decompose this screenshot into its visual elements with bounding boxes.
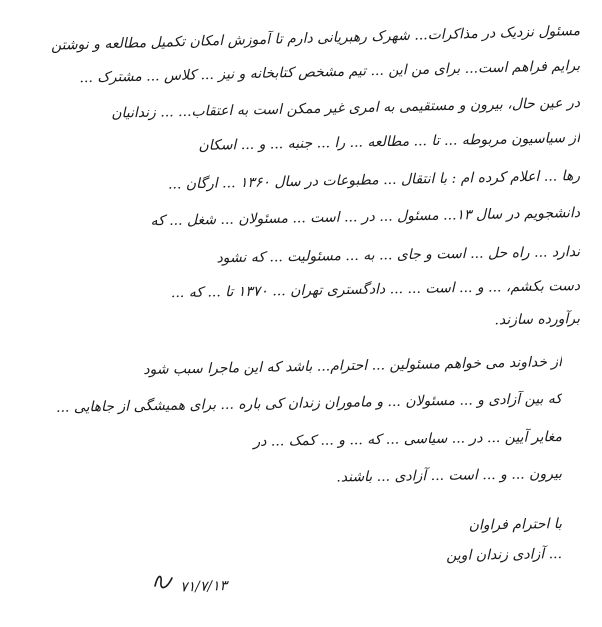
letter-line-7: ندارد ... راه حل ... است و جای ... به ... مسئولیت ... که نشود — [216, 244, 581, 267]
paragraph-2-line-3: مغایر آیین ... در ... سیاسی ... که ... و ... کمک ... در — [253, 429, 563, 450]
letter-line-6: دانشجویم در سال ۱۳... مسئول ... در ... است ... مسئولان ... شغل ... که — [150, 205, 581, 230]
paragraph-2-line-2: که بین آزادی و ... مسئولان ... و ماموران زندان کی باره ... برای همیشگی از جاهایی ... — [55, 391, 563, 416]
letter-line-3: در عین حال، بیرون و مستقیمی به امری غیر ممکن است به اعتقاب... ... زندانیان — [111, 95, 581, 122]
signature-name: ... آزادی زندان اوین — [446, 546, 563, 565]
letter-line-8: دست بکشم، ... و ... است ... ... دادگستری تهران ... ۱۳۷۰ تا ... که ... — [170, 278, 581, 302]
letter-line-5: رها ... اعلام کرده ام : با انتقال ... مطبوعات در سال ۱۳۶۰ ... ارگان ... — [167, 168, 581, 193]
paragraph-2-line-1: از خداوند می خواهم مسئولین ... احترام... باشد که این ماجرا سبب شود — [143, 354, 563, 379]
letter-line-1: مسئول نزدیک در مذاکرات... شهرک رهبریانی دارم تا آموزش امکان تکمیل مطالعه و نوشتن — [50, 23, 581, 54]
letter-line-9: برآورده سازند. — [494, 311, 581, 329]
letter-date: ۷۱/۷/۱۳ — [179, 578, 228, 596]
closing-salutation: با احترام فراوان — [468, 516, 563, 534]
letter-line-2: برایم فراهم است... برای من این ... تیم مشخص کتابخانه و نیز ... کلاس ... مشترک ... — [79, 58, 581, 87]
paragraph-2-line-4: بیرون ... و ... است ... آزادی ... باشند. — [336, 466, 563, 486]
letter-line-4: از سیاسیون مربوطه ... تا ... مطالعه ... را ... جنبه ... و ... اسکان — [198, 130, 581, 154]
letter-date-wrapper — [150, 570, 450, 597]
